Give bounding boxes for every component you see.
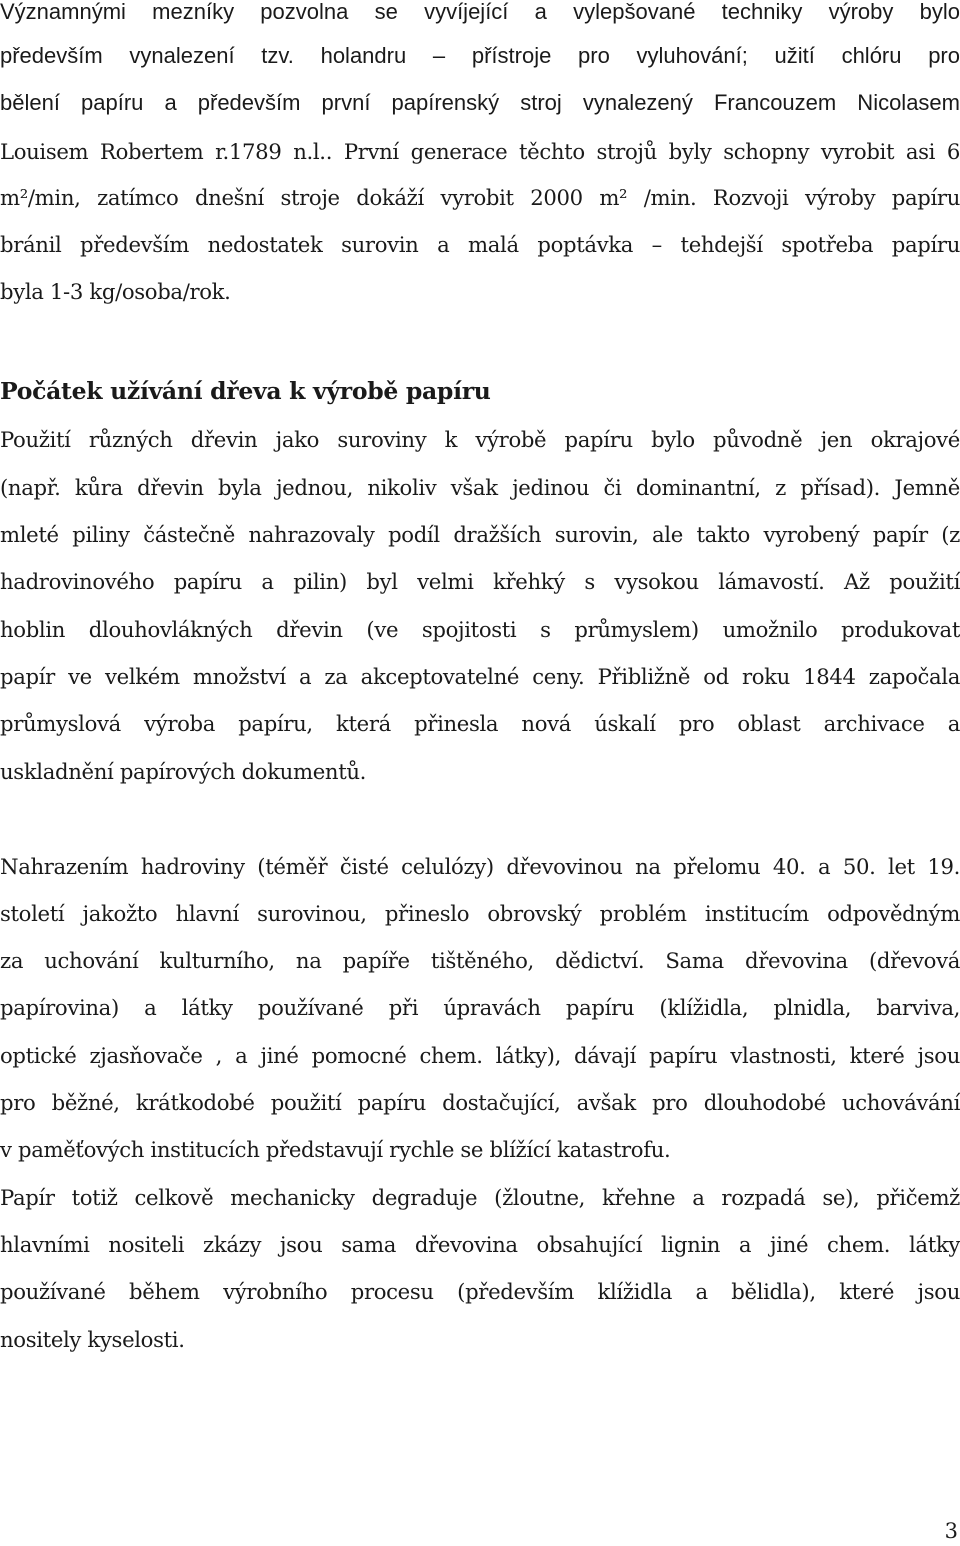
- p2-line-1: Nahrazením hadroviny (téměř čisté celulózy) dřevovinou na přelomu 40. a 50. let 19.: [0, 854, 960, 879]
- p1-line-5: hoblin dlouhovlákných dřevin (ve spojitosti s průmyslem) umožnilo produkovat: [0, 617, 960, 642]
- p3-line-1: Papír totiž celkově mechanicky degraduje (žloutne, křehne a rozpadá se), přičemž: [0, 1185, 960, 1210]
- p1-line-8: uskladnění papírových dokumentů.: [0, 759, 367, 784]
- p2-line-2: století jakožto hlavní surovinou, přineslo obrovský problém institucím odpovědným: [0, 901, 960, 926]
- intro-line-1: Významnými mezníky pozvolna se vyvíjející a vylepšované techniky výroby bylo: [0, 0, 960, 24]
- p2-line-6: pro běžné, krátkodobé použití papíru dostačující, avšak pro dlouhodobé uchovávání: [0, 1090, 960, 1115]
- page-number: 3: [944, 1519, 958, 1543]
- p3-line-2: hlavními nositeli zkázy jsou sama dřevovina obsahující lignin a jiné chem. látky: [0, 1232, 960, 1257]
- p2-line-4: papírovina) a látky používané při úpravách papíru (klížidla, plnidla, barviva,: [0, 995, 960, 1020]
- p2-line-5: optické zjasňovače , a jiné pomocné chem. látky), dávají papíru vlastnosti, které jsou: [0, 1043, 960, 1068]
- p2-line-3: za uchování kulturního, na papíře tištěného, dědictví. Sama dřevovina (dřevová: [0, 948, 960, 973]
- p1-line-1: Použití různých dřevin jako suroviny k výrobě papíru bylo původně jen okrajové: [0, 427, 960, 452]
- p3-line-3: používané během výrobního procesu (především klížidla a bělidla), které jsou: [0, 1279, 960, 1304]
- intro-line-6: bránil především nedostatek surovin a malá poptávka – tehdejší spotřeba papíru: [0, 232, 960, 257]
- intro-line-3: bělení papíru a především první papírenský stroj vynalezený Francouzem Nicolasem: [0, 90, 960, 115]
- intro-line-7: byla 1-3 kg/osoba/rok.: [0, 279, 231, 304]
- p1-line-6: papír ve velkém množství a za akceptovatelné ceny. Přibližně od roku 1844 započala: [0, 664, 960, 689]
- intro-line-2: především vynalezení tzv. holandru – přístroje pro vyluhování; užití chlóru pro: [0, 43, 960, 68]
- intro-line-4: Louisem Robertem r.1789 n.l.. První generace těchto strojů byly schopny vyrobit asi 6: [0, 139, 960, 164]
- p1-line-4: hadrovinového papíru a pilin) byl velmi křehký s vysokou lámavostí. Až použití: [0, 569, 960, 594]
- intro-line-5: m²/min, zatímco dnešní stroje dokáží vyrobit 2000 m² /min. Rozvoji výroby papíru: [0, 185, 960, 210]
- section-heading: Počátek užívání dřeva k výrobě papíru: [0, 377, 491, 405]
- p3-line-4: nositely kyselosti.: [0, 1327, 185, 1352]
- p1-line-3: mleté piliny částečně nahrazovaly podíl dražších surovin, ale takto vyrobený papír (z: [0, 522, 960, 547]
- p1-line-7: průmyslová výroba papíru, která přinesla nová úskalí pro oblast archivace a: [0, 711, 960, 736]
- p1-line-2: (např. kůra dřevin byla jednou, nikoliv však jedinou či dominantní, z přísad). Jemně: [0, 475, 960, 500]
- p2-line-7: v paměťových institucích představují rychle se blížící katastrofu.: [0, 1137, 671, 1162]
